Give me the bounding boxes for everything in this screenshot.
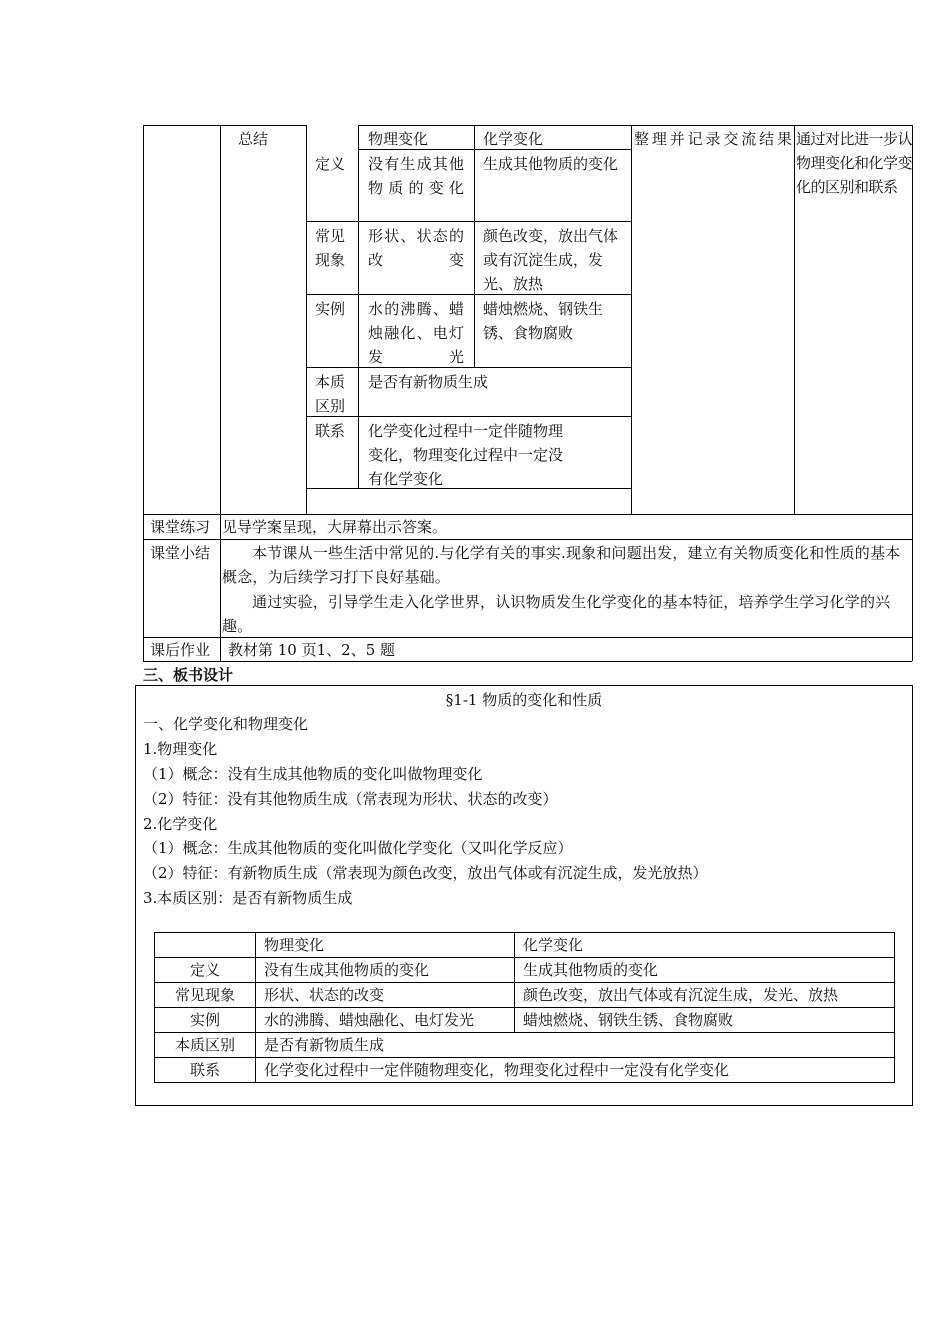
compare-essence-value: 是否有新物质生成: [368, 373, 489, 391]
board-title: §1-1 物质的变化和性质: [445, 691, 603, 709]
compare-label-examples: 实例: [315, 300, 346, 318]
student-activity-text: 整理并记录交流结果: [634, 130, 792, 148]
compare-label-relation: 联系: [315, 422, 346, 440]
board-design-heading: 三、板书设计: [143, 666, 234, 684]
class-summary-label: 课堂小结: [150, 544, 211, 562]
class-summary-paragraph-1: 本节课从一些生活中常见的.与化学有关的事实.现象和问题出发，建立有关物质变化和性质的基本概念，为后续学习打下良好基础。: [222, 544, 901, 586]
compare-physical-definition: 没有生成其他物质的变化: [368, 155, 464, 197]
board-line-7: （2）特征：有新物质生成（常表现为颜色改变，放出气体或有沉淀生成，发光放热）: [143, 864, 708, 882]
compare-chemical-phenomena: 颜色改变，放出气体或有沉淀生成，发光、放热: [483, 227, 619, 293]
table-cell: 颜色改变，放出气体或有沉淀生成，发光、放热: [515, 983, 895, 1008]
practice-content: 见导学案呈现，大屏幕出示答案。: [222, 518, 448, 536]
table-row: [155, 1033, 895, 1058]
table-row-label: 定义: [155, 958, 256, 983]
board-line-4: （2）特征：没有其他物质生成（常表现为形状、状态的改变）: [143, 790, 558, 808]
table-row-label: 联系: [155, 1058, 256, 1083]
table-row-label: 本质区别: [155, 1033, 256, 1058]
table-row: [155, 983, 895, 1008]
table-cell: 没有生成其他物质的变化: [256, 958, 515, 983]
compare-chemical-definition: 生成其他物质的变化: [483, 155, 619, 173]
compare-chemical-examples: 蜡烛燃烧、钢铁生锈、食物腐败: [483, 300, 604, 342]
table-cell: 化学变化过程中一定伴随物理变化，物理变化过程中一定没有化学变化: [256, 1058, 895, 1083]
compare-relation-value: 化学变化过程中一定伴随物理变化，物理变化过程中一定没有化学变化: [368, 422, 564, 488]
teaching-intent-text: 通过对比进一步认物理变化和化学变化的区别和联系: [796, 130, 913, 196]
compare-header-chemical: 化学变化: [483, 130, 544, 148]
table-row-label: 实例: [155, 1008, 256, 1033]
table-row: [155, 1008, 895, 1033]
board-compare-table: [154, 932, 895, 1083]
table-header-physical: 物理变化: [256, 933, 515, 958]
compare-header-physical: 物理变化: [368, 130, 429, 148]
table-row: [155, 1058, 895, 1083]
table-cell: 水的沸腾、蜡烛融化、电灯发光: [256, 1008, 515, 1033]
board-line-1: 一、化学变化和物理变化: [143, 715, 309, 733]
class-summary-paragraph-2: 通过实验，引导学生走入化学世界，认识物质发生化学变化的基本特征，培养学生学习化学的兴趣。: [222, 593, 891, 635]
table-cell: 形状、状态的改变: [256, 983, 515, 1008]
summary-label: 总结: [238, 130, 269, 148]
board-line-8: 3.本质区别：是否有新物质生成: [143, 889, 353, 907]
compare-physical-examples: 水的沸腾、蜡烛融化、电灯发光: [368, 300, 464, 366]
board-line-5: 2.化学变化: [143, 815, 218, 833]
board-line-6: （1）概念：生成其他物质的变化叫做化学变化（又叫化学反应）: [143, 839, 573, 857]
board-line-2: 1.物理变化: [143, 740, 218, 758]
table-header-chemical: 化学变化: [515, 933, 895, 958]
compare-label-phenomena: 常见现象: [315, 227, 346, 269]
compare-label-essence: 本质区别: [315, 373, 346, 415]
table-corner-cell: [155, 933, 256, 958]
table-row: [155, 933, 895, 958]
table-row: [155, 958, 895, 983]
compare-label-definition: 定义: [315, 155, 346, 173]
board-line-3: （1）概念：没有生成其他物质的变化叫做物理变化: [143, 765, 483, 783]
homework-label: 课后作业: [150, 641, 211, 659]
table-cell: 是否有新物质生成: [256, 1033, 895, 1058]
homework-content: 教材第 10 页1、2、5 题: [228, 641, 396, 659]
table-cell: 生成其他物质的变化: [515, 958, 895, 983]
table-row-label: 常见现象: [155, 983, 256, 1008]
table-cell: 蜡烛燃烧、钢铁生锈、食物腐败: [515, 1008, 895, 1033]
practice-label: 课堂练习: [150, 518, 211, 536]
compare-physical-phenomena: 形状、状态的改变: [368, 227, 464, 269]
